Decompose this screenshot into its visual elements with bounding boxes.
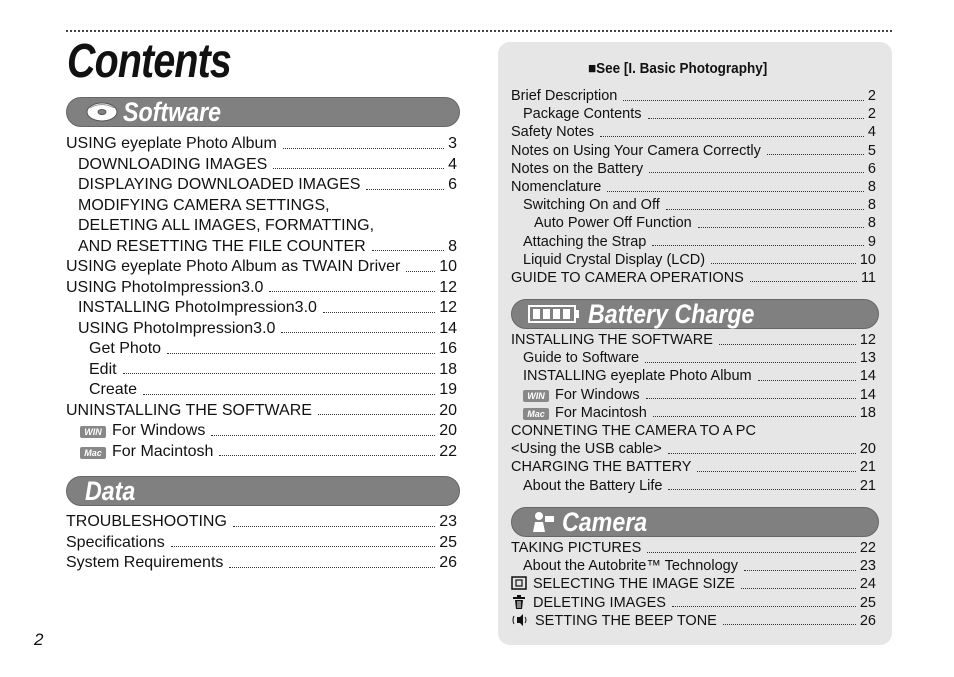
software-entry: [66, 135, 457, 156]
software-entry: [66, 402, 457, 423]
entry-text: USING eyeplate Photo Album as TWAIN Driver: [66, 258, 401, 275]
entry-page-number: 21: [859, 459, 876, 476]
windows-badge-icon: WIN: [80, 426, 106, 438]
entry-text: UNINSTALLING THE SOFTWARE: [66, 401, 312, 419]
entry-page-number: 10: [439, 258, 457, 275]
software-entry: [66, 197, 457, 218]
entry-text: System Requirements: [66, 554, 224, 571]
leader-dots: [219, 455, 435, 456]
section-title-data: Data: [85, 476, 136, 506]
entry-page-number: 23: [859, 558, 876, 575]
leader-dots: [211, 435, 435, 436]
camera-entry: [511, 613, 876, 631]
leader-dots: [645, 362, 856, 363]
basic-entry: [511, 179, 876, 197]
leader-dots: [406, 271, 435, 272]
battery-entry: [511, 478, 876, 496]
leader-dots: [652, 245, 864, 246]
entry-text: About the Battery Life: [523, 477, 663, 494]
camera-entry: [511, 558, 876, 576]
entry-page-number: 23: [439, 513, 457, 530]
entry-text: Safety Notes: [511, 124, 595, 141]
entry-page-number: 22: [859, 540, 876, 556]
battery-icon: [528, 305, 580, 328]
entry-text: Auto Power Off Function: [534, 215, 692, 232]
battery-entry: [511, 350, 876, 368]
entry-text: Attaching the Strap: [523, 233, 647, 250]
entry-page-number: 11: [860, 269, 876, 286]
entry-text: CONNETING THE CAMERA TO A PC: [511, 422, 756, 439]
entry-text: Notes on the Battery: [511, 160, 644, 177]
cd-icon: [85, 101, 119, 128]
entry-text: Notes on Using Your Camera Correctly: [511, 142, 761, 159]
entry-text: Brief Description: [511, 88, 618, 104]
entry-page-number: 10: [859, 251, 876, 268]
entry-page-number: 3: [448, 135, 457, 152]
section-title-software: Software: [123, 97, 222, 127]
entry-text: Get Photo: [89, 340, 162, 357]
leader-dots: [167, 353, 435, 354]
entry-page-number: 2: [867, 106, 876, 123]
entry-text: About the Autobrite™ Technology: [523, 558, 738, 575]
leader-dots: [666, 209, 864, 210]
leader-dots: [229, 567, 435, 568]
entry-page-number: 14: [439, 319, 457, 337]
entry-text: Liquid Crystal Display (LCD): [523, 251, 706, 268]
entry-page-number: 8: [867, 215, 876, 232]
entry-text: DELETING ALL IMAGES, FORMATTING,: [78, 217, 375, 234]
leader-dots: [318, 414, 435, 415]
leader-dots: [143, 394, 435, 395]
entry-page-number: 4: [448, 155, 457, 173]
leader-dots: [171, 546, 435, 547]
section-bar-software: [66, 97, 460, 127]
battery-entry: [511, 405, 876, 423]
software-entry: [66, 381, 457, 402]
leader-dots: [648, 118, 864, 119]
software-entry: [66, 299, 457, 320]
leader-dots: [668, 453, 856, 454]
leader-dots: [697, 471, 855, 472]
entry-page-number: 8: [448, 237, 457, 255]
leader-dots: [723, 624, 856, 625]
leader-dots: [653, 416, 856, 417]
battery-entry: [511, 368, 876, 386]
software-contents-list: [66, 135, 457, 463]
data-entry: [66, 554, 457, 575]
entry-page-number: 22: [439, 442, 457, 460]
entry-text: INSTALLING THE SOFTWARE: [511, 332, 713, 348]
leader-dots: [668, 489, 855, 490]
basic-entry: [511, 106, 876, 124]
entry-text: TROUBLESHOOTING: [66, 513, 227, 530]
entry-page-number: 20: [439, 422, 457, 439]
entry-page-number: 19: [439, 381, 457, 398]
leader-dots: [750, 281, 857, 282]
leader-dots: [698, 227, 864, 228]
leader-dots: [646, 398, 856, 399]
leader-dots: [372, 250, 444, 251]
entry-text: USING eyeplate Photo Album: [66, 135, 277, 152]
entry-text: SELECTING THE IMAGE SIZE: [533, 576, 735, 593]
software-entry: [66, 238, 457, 259]
mac-badge-icon: Mac: [80, 447, 106, 459]
entry-text: CHARGING THE BATTERY: [511, 459, 692, 476]
data-contents-list: [66, 513, 457, 575]
section-bar-camera: [511, 507, 879, 537]
mac-badge-icon: Mac: [523, 408, 549, 420]
entry-text: For Macintosh: [112, 442, 214, 460]
battery-entry: [511, 459, 876, 477]
page-number: 2: [34, 630, 44, 649]
entry-text: TAKING PICTURES: [511, 540, 642, 556]
entry-text: Switching On and Off: [523, 197, 660, 214]
entry-text: DOWNLOADING IMAGES: [78, 155, 268, 173]
entry-text: INSTALLING PhotoImpression3.0: [78, 299, 317, 316]
leader-dots: [233, 526, 435, 527]
entry-text: Edit: [89, 360, 117, 378]
trash-icon: [511, 594, 527, 614]
leader-dots: [741, 588, 856, 589]
software-entry: [66, 217, 457, 238]
data-entry: [66, 534, 457, 555]
entry-page-number: 25: [859, 594, 876, 611]
camera-entry: [511, 540, 876, 558]
entry-page-number: 6: [448, 176, 457, 193]
entry-text: DELETING IMAGES: [533, 594, 666, 611]
entry-page-number: 6: [867, 160, 876, 177]
leader-dots: [649, 172, 864, 173]
entry-text: USING PhotoImpression3.0: [78, 319, 276, 337]
entry-page-number: 2: [867, 88, 876, 104]
entry-text: <Using the USB cable>: [511, 441, 662, 458]
leader-dots: [283, 148, 444, 149]
entry-page-number: 26: [859, 612, 876, 629]
entry-page-number: 13: [859, 350, 876, 367]
leader-dots: [323, 312, 435, 313]
entry-text: MODIFYING CAMERA SETTINGS,: [78, 196, 330, 214]
entry-text: For Macintosh: [555, 404, 647, 421]
entry-text: GUIDE TO CAMERA OPERATIONS: [511, 269, 744, 286]
software-entry: [66, 156, 457, 177]
basic-photography-list: [511, 88, 876, 288]
basic-entry: [511, 215, 876, 233]
leader-dots: [123, 373, 436, 374]
entry-page-number: 12: [439, 278, 457, 296]
entry-text: For Windows: [555, 386, 640, 403]
leader-dots: [767, 154, 864, 155]
camera-contents-list: [511, 540, 876, 631]
basic-entry: [511, 161, 876, 179]
camera-user-icon: [530, 510, 556, 539]
software-entry: [66, 340, 457, 361]
battery-entry: [511, 332, 876, 350]
leader-dots: [273, 168, 444, 169]
leader-dots: [623, 100, 864, 101]
leader-dots: [744, 570, 856, 571]
entry-page-number: 18: [439, 360, 457, 378]
software-entry: [66, 422, 457, 443]
entry-text: Create: [89, 381, 138, 398]
entry-text: DISPLAYING DOWNLOADED IMAGES: [78, 176, 361, 193]
leader-dots: [607, 191, 864, 192]
battery-entry: [511, 423, 876, 441]
entry-page-number: 21: [859, 477, 876, 494]
software-entry: [66, 361, 457, 382]
entry-text: INSTALLING eyeplate Photo Album: [523, 368, 752, 385]
entry-text: SETTING THE BEEP TONE: [535, 612, 717, 629]
image-size-icon: [511, 575, 527, 595]
leader-dots: [719, 344, 856, 345]
entry-page-number: 12: [439, 299, 457, 316]
entry-text: Guide to Software: [523, 350, 640, 367]
entry-text: Nomenclature: [511, 178, 602, 195]
top-dotted-rule: [66, 30, 892, 32]
page-title: Contents: [67, 35, 231, 88]
entry-page-number: 26: [439, 554, 457, 571]
leader-dots: [711, 263, 856, 264]
leader-dots: [647, 552, 856, 553]
section-title-battery: Battery Charge: [588, 299, 755, 329]
entry-page-number: 8: [867, 178, 876, 195]
entry-page-number: 25: [439, 533, 457, 551]
leader-dots: [600, 136, 864, 137]
basic-entry: [511, 197, 876, 215]
entry-text: USING PhotoImpression3.0: [66, 278, 264, 296]
entry-page-number: 16: [439, 340, 457, 357]
leader-dots: [269, 291, 435, 292]
basic-entry: [511, 124, 876, 142]
entry-page-number: 9: [867, 233, 876, 250]
entry-text: AND RESETTING THE FILE COUNTER: [78, 237, 366, 255]
leader-dots: [366, 189, 444, 190]
section-bar-data: [66, 476, 460, 506]
entry-page-number: 18: [859, 404, 876, 421]
camera-entry: [511, 595, 876, 613]
basic-entry: [511, 234, 876, 252]
section-title-camera: Camera: [562, 507, 648, 537]
software-entry: [66, 258, 457, 279]
basic-entry: [511, 270, 876, 288]
software-entry: [66, 279, 457, 300]
entry-page-number: 5: [867, 142, 876, 159]
leader-dots: [758, 380, 856, 381]
battery-entry: [511, 441, 876, 459]
basic-entry: [511, 143, 876, 161]
entry-text: Specifications: [66, 533, 165, 551]
entry-text: For Windows: [112, 422, 206, 439]
basic-entry: [511, 88, 876, 106]
entry-page-number: 20: [439, 401, 457, 419]
see-reference: ■See [I. Basic Photography]: [588, 60, 768, 77]
beep-icon: [511, 612, 529, 632]
windows-badge-icon: WIN: [523, 390, 549, 402]
data-entry: [66, 513, 457, 534]
entry-page-number: 20: [859, 441, 876, 458]
basic-entry: [511, 252, 876, 270]
battery-entry: [511, 387, 876, 405]
software-entry: [66, 443, 457, 464]
leader-dots: [281, 332, 435, 333]
software-entry: [66, 176, 457, 197]
software-entry: [66, 320, 457, 341]
battery-contents-list: [511, 332, 876, 496]
leader-dots: [672, 606, 856, 607]
section-bar-battery: [511, 299, 879, 329]
entry-page-number: 4: [867, 124, 876, 141]
entry-page-number: 8: [867, 197, 876, 214]
entry-page-number: 14: [859, 368, 876, 385]
entry-page-number: 12: [859, 332, 876, 348]
entry-page-number: 14: [859, 386, 876, 403]
camera-entry: [511, 576, 876, 594]
entry-text: Package Contents: [523, 106, 642, 123]
entry-page-number: 24: [859, 576, 876, 593]
